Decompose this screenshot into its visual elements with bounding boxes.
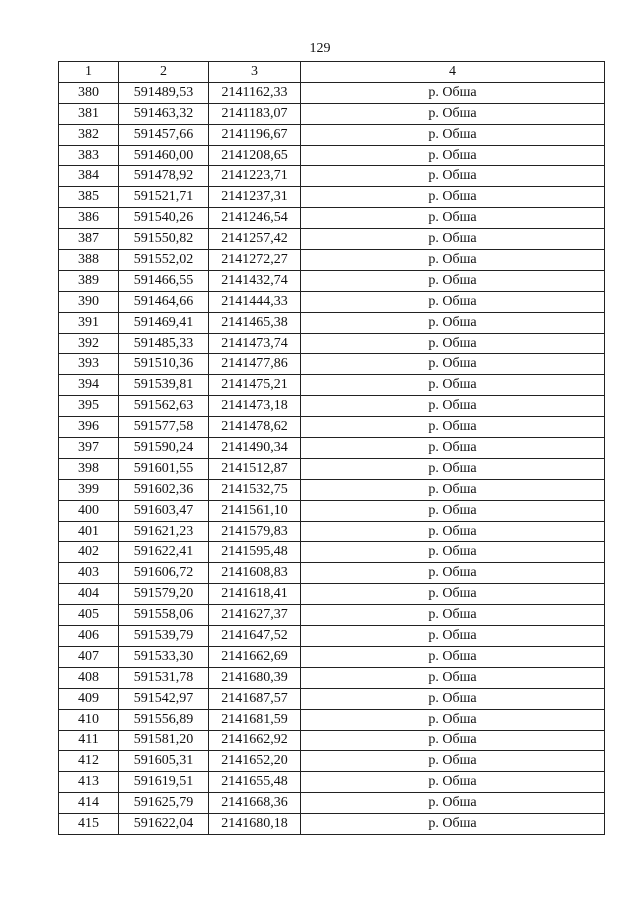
y-coordinate-cell: 2141595,48 — [209, 542, 301, 563]
y-coordinate-cell: 2141490,34 — [209, 438, 301, 459]
y-coordinate-cell: 2141655,48 — [209, 772, 301, 793]
description-cell: р. Обша — [301, 584, 605, 605]
table-row — [59, 417, 605, 438]
y-coordinate-cell: 2141432,74 — [209, 270, 301, 291]
description-cell: р. Обша — [301, 229, 605, 250]
x-coordinate-cell: 591590,24 — [119, 438, 209, 459]
y-coordinate-cell: 2141681,59 — [209, 709, 301, 730]
y-coordinate-cell: 2141662,92 — [209, 730, 301, 751]
y-coordinate-cell: 2141475,21 — [209, 375, 301, 396]
x-coordinate-cell: 591605,31 — [119, 751, 209, 772]
table-row — [59, 229, 605, 250]
point-number-cell: 411 — [59, 730, 119, 751]
x-coordinate-cell: 591603,47 — [119, 500, 209, 521]
y-coordinate-cell: 2141647,52 — [209, 626, 301, 647]
x-coordinate-cell: 591542,97 — [119, 688, 209, 709]
table-row — [59, 103, 605, 124]
point-number-cell: 393 — [59, 354, 119, 375]
table-row — [59, 354, 605, 375]
y-coordinate-cell: 2141652,20 — [209, 751, 301, 772]
x-coordinate-cell: 591489,53 — [119, 82, 209, 103]
table-row — [59, 82, 605, 103]
x-coordinate-cell: 591460,00 — [119, 145, 209, 166]
table-body — [59, 82, 605, 834]
x-coordinate-cell: 591539,79 — [119, 626, 209, 647]
table-header-row — [59, 62, 605, 83]
y-coordinate-cell: 2141532,75 — [209, 479, 301, 500]
description-cell: р. Обша — [301, 688, 605, 709]
description-cell: р. Обша — [301, 333, 605, 354]
table-row — [59, 375, 605, 396]
description-cell: р. Обша — [301, 187, 605, 208]
header-cell-point-number: 1 — [59, 62, 119, 83]
point-number-cell: 409 — [59, 688, 119, 709]
table-row — [59, 270, 605, 291]
table-row — [59, 166, 605, 187]
description-cell: р. Обша — [301, 270, 605, 291]
description-cell: р. Обша — [301, 751, 605, 772]
x-coordinate-cell: 591510,36 — [119, 354, 209, 375]
description-cell: р. Обша — [301, 375, 605, 396]
x-coordinate-cell: 591619,51 — [119, 772, 209, 793]
table-row — [59, 730, 605, 751]
description-cell: р. Обша — [301, 312, 605, 333]
description-cell: р. Обша — [301, 82, 605, 103]
description-cell: р. Обша — [301, 521, 605, 542]
table-row — [59, 458, 605, 479]
table-row — [59, 124, 605, 145]
point-number-cell: 403 — [59, 563, 119, 584]
point-number-cell: 410 — [59, 709, 119, 730]
point-number-cell: 394 — [59, 375, 119, 396]
table-row — [59, 208, 605, 229]
point-number-cell: 380 — [59, 82, 119, 103]
point-number-cell: 385 — [59, 187, 119, 208]
page-number: 129 — [309, 41, 331, 56]
x-coordinate-cell: 591531,78 — [119, 667, 209, 688]
x-coordinate-cell: 591469,41 — [119, 312, 209, 333]
header-cell-y: 3 — [209, 62, 301, 83]
table-row — [59, 145, 605, 166]
x-coordinate-cell: 591539,81 — [119, 375, 209, 396]
x-coordinate-cell: 591478,92 — [119, 166, 209, 187]
point-number-cell: 406 — [59, 626, 119, 647]
point-number-cell: 399 — [59, 479, 119, 500]
description-cell: р. Обша — [301, 563, 605, 584]
x-coordinate-cell: 591562,63 — [119, 396, 209, 417]
x-coordinate-cell: 591622,04 — [119, 814, 209, 835]
x-coordinate-cell: 591621,23 — [119, 521, 209, 542]
description-cell: р. Обша — [301, 208, 605, 229]
description-cell: р. Обша — [301, 145, 605, 166]
point-number-cell: 396 — [59, 417, 119, 438]
y-coordinate-cell: 2141579,83 — [209, 521, 301, 542]
table-row — [59, 688, 605, 709]
header-cell-x: 2 — [119, 62, 209, 83]
y-coordinate-cell: 2141162,33 — [209, 82, 301, 103]
description-cell: р. Обша — [301, 500, 605, 521]
x-coordinate-cell: 591601,55 — [119, 458, 209, 479]
description-cell: р. Обша — [301, 605, 605, 626]
point-number-cell: 414 — [59, 793, 119, 814]
description-cell: р. Обша — [301, 479, 605, 500]
table-row — [59, 479, 605, 500]
y-coordinate-cell: 2141478,62 — [209, 417, 301, 438]
point-number-cell: 408 — [59, 667, 119, 688]
y-coordinate-cell: 2141272,27 — [209, 250, 301, 271]
y-coordinate-cell: 2141561,10 — [209, 500, 301, 521]
table-row — [59, 814, 605, 835]
y-coordinate-cell: 2141444,33 — [209, 291, 301, 312]
table-row — [59, 542, 605, 563]
description-cell: р. Обша — [301, 103, 605, 124]
point-number-cell: 407 — [59, 646, 119, 667]
y-coordinate-cell: 2141465,38 — [209, 312, 301, 333]
table-row — [59, 772, 605, 793]
description-cell: р. Обша — [301, 417, 605, 438]
description-cell: р. Обша — [301, 814, 605, 835]
y-coordinate-cell: 2141183,07 — [209, 103, 301, 124]
point-number-cell: 400 — [59, 500, 119, 521]
point-number-cell: 387 — [59, 229, 119, 250]
x-coordinate-cell: 591625,79 — [119, 793, 209, 814]
x-coordinate-cell: 591540,26 — [119, 208, 209, 229]
table-row — [59, 563, 605, 584]
description-cell: р. Обша — [301, 124, 605, 145]
description-cell: р. Обша — [301, 250, 605, 271]
y-coordinate-cell: 2141627,37 — [209, 605, 301, 626]
description-cell: р. Обша — [301, 438, 605, 459]
description-cell: р. Обша — [301, 166, 605, 187]
x-coordinate-cell: 591457,66 — [119, 124, 209, 145]
description-cell: р. Обша — [301, 396, 605, 417]
x-coordinate-cell: 591577,58 — [119, 417, 209, 438]
point-number-cell: 381 — [59, 103, 119, 124]
point-number-cell: 391 — [59, 312, 119, 333]
description-cell: р. Обша — [301, 709, 605, 730]
y-coordinate-cell: 2141246,54 — [209, 208, 301, 229]
description-cell: р. Обша — [301, 730, 605, 751]
point-number-cell: 402 — [59, 542, 119, 563]
x-coordinate-cell: 591485,33 — [119, 333, 209, 354]
table-row — [59, 793, 605, 814]
point-number-cell: 415 — [59, 814, 119, 835]
y-coordinate-cell: 2141680,39 — [209, 667, 301, 688]
table-row — [59, 521, 605, 542]
x-coordinate-cell: 591521,71 — [119, 187, 209, 208]
description-cell: р. Обша — [301, 354, 605, 375]
point-number-cell: 401 — [59, 521, 119, 542]
description-cell: р. Обша — [301, 458, 605, 479]
x-coordinate-cell: 591556,89 — [119, 709, 209, 730]
table-row — [59, 646, 605, 667]
point-number-cell: 389 — [59, 270, 119, 291]
x-coordinate-cell: 591552,02 — [119, 250, 209, 271]
x-coordinate-cell: 591466,55 — [119, 270, 209, 291]
table-row — [59, 751, 605, 772]
y-coordinate-cell: 2141196,67 — [209, 124, 301, 145]
point-number-cell: 388 — [59, 250, 119, 271]
x-coordinate-cell: 591533,30 — [119, 646, 209, 667]
y-coordinate-cell: 2141257,42 — [209, 229, 301, 250]
point-number-cell: 395 — [59, 396, 119, 417]
point-number-cell: 413 — [59, 772, 119, 793]
coordinates-table — [58, 61, 605, 835]
x-coordinate-cell: 591579,20 — [119, 584, 209, 605]
point-number-cell: 382 — [59, 124, 119, 145]
x-coordinate-cell: 591558,06 — [119, 605, 209, 626]
x-coordinate-cell: 591606,72 — [119, 563, 209, 584]
y-coordinate-cell: 2141473,18 — [209, 396, 301, 417]
table-row — [59, 605, 605, 626]
description-cell: р. Обша — [301, 793, 605, 814]
table-row — [59, 438, 605, 459]
table-row — [59, 396, 605, 417]
description-cell: р. Обша — [301, 772, 605, 793]
point-number-cell: 397 — [59, 438, 119, 459]
y-coordinate-cell: 2141680,18 — [209, 814, 301, 835]
y-coordinate-cell: 2141223,71 — [209, 166, 301, 187]
x-coordinate-cell: 591464,66 — [119, 291, 209, 312]
x-coordinate-cell: 591550,82 — [119, 229, 209, 250]
table-row — [59, 500, 605, 521]
point-number-cell: 386 — [59, 208, 119, 229]
table-row — [59, 584, 605, 605]
description-cell: р. Обша — [301, 291, 605, 312]
y-coordinate-cell: 2141512,87 — [209, 458, 301, 479]
point-number-cell: 392 — [59, 333, 119, 354]
y-coordinate-cell: 2141608,83 — [209, 563, 301, 584]
y-coordinate-cell: 2141473,74 — [209, 333, 301, 354]
y-coordinate-cell: 2141208,65 — [209, 145, 301, 166]
description-cell: р. Обша — [301, 667, 605, 688]
y-coordinate-cell: 2141668,36 — [209, 793, 301, 814]
x-coordinate-cell: 591463,32 — [119, 103, 209, 124]
point-number-cell: 404 — [59, 584, 119, 605]
y-coordinate-cell: 2141662,69 — [209, 646, 301, 667]
y-coordinate-cell: 2141237,31 — [209, 187, 301, 208]
table-row — [59, 187, 605, 208]
y-coordinate-cell: 2141687,57 — [209, 688, 301, 709]
description-cell: р. Обша — [301, 542, 605, 563]
table-row — [59, 626, 605, 647]
description-cell: р. Обша — [301, 646, 605, 667]
y-coordinate-cell: 2141477,86 — [209, 354, 301, 375]
table-row — [59, 709, 605, 730]
description-cell: р. Обша — [301, 626, 605, 647]
point-number-cell: 398 — [59, 458, 119, 479]
table-row — [59, 333, 605, 354]
table-row — [59, 312, 605, 333]
table-row — [59, 291, 605, 312]
y-coordinate-cell: 2141618,41 — [209, 584, 301, 605]
point-number-cell: 390 — [59, 291, 119, 312]
header-cell-description: 4 — [301, 62, 605, 83]
point-number-cell: 384 — [59, 166, 119, 187]
point-number-cell: 383 — [59, 145, 119, 166]
x-coordinate-cell: 591581,20 — [119, 730, 209, 751]
point-number-cell: 405 — [59, 605, 119, 626]
point-number-cell: 412 — [59, 751, 119, 772]
x-coordinate-cell: 591622,41 — [119, 542, 209, 563]
x-coordinate-cell: 591602,36 — [119, 479, 209, 500]
table-row — [59, 250, 605, 271]
table-row — [59, 667, 605, 688]
